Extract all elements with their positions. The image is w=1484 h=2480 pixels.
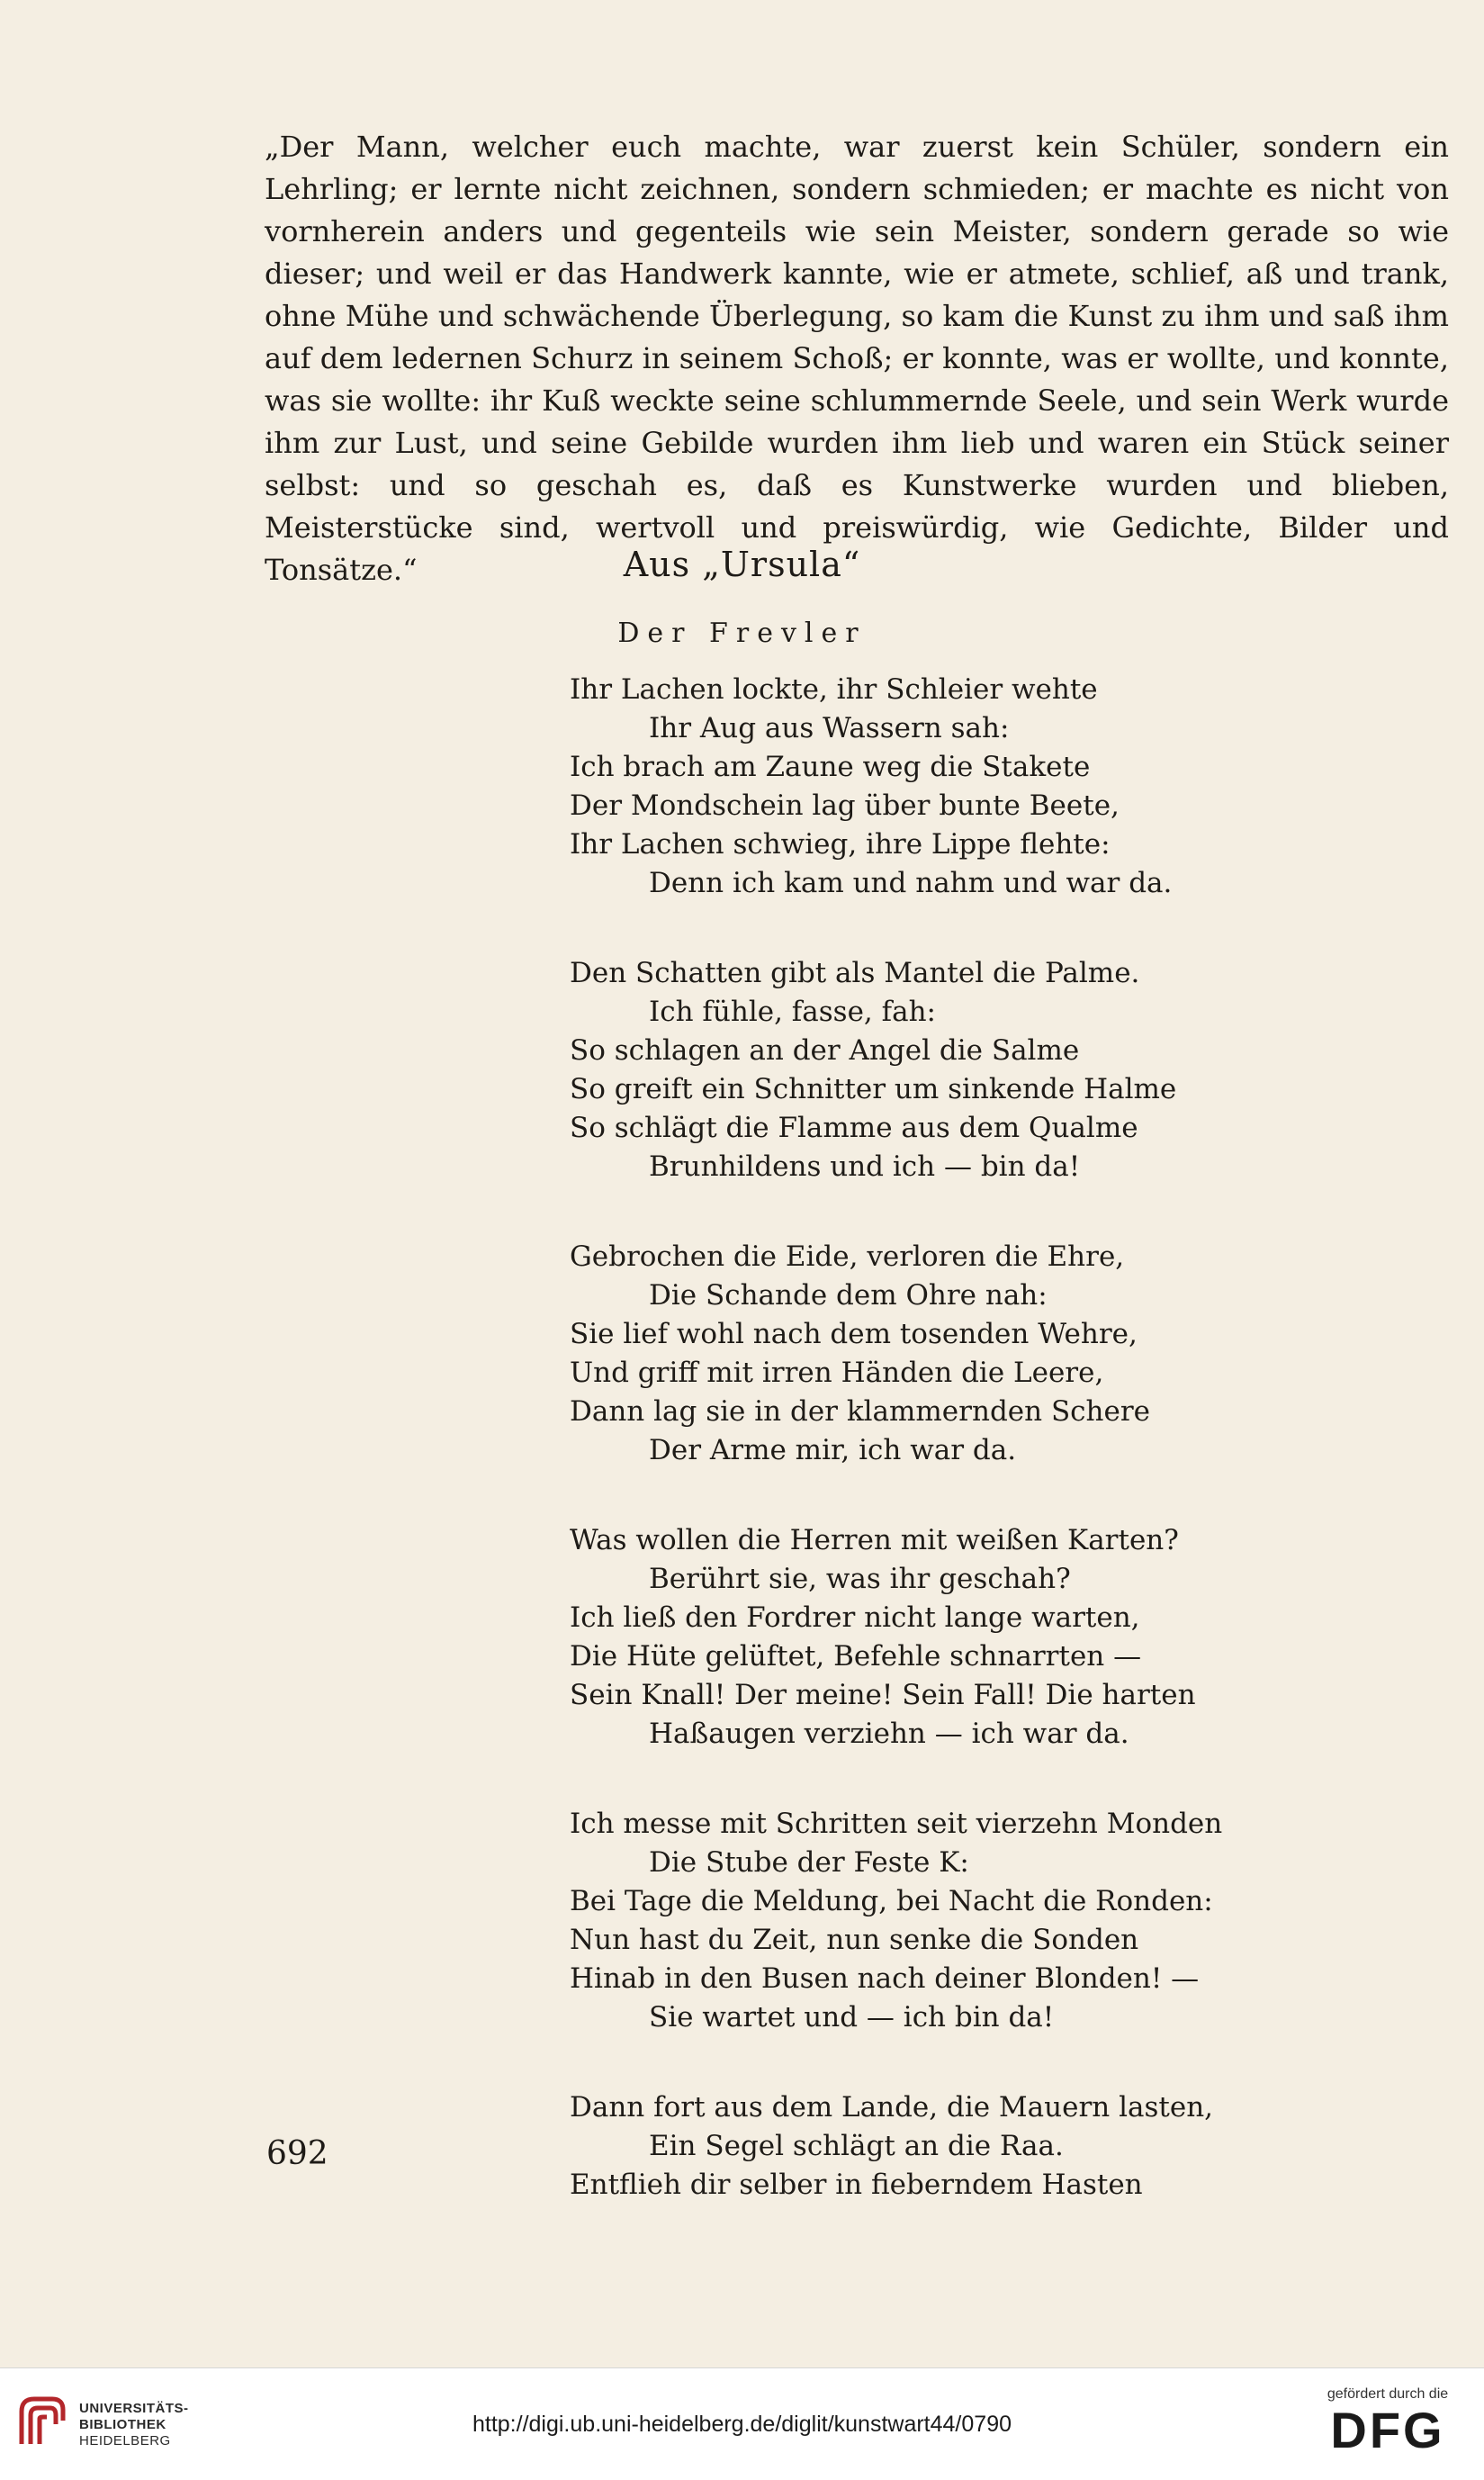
poem-line: So schlagen an der Angel die Salme — [570, 1034, 1080, 1067]
poem — [570, 671, 1380, 2205]
poem-line: Der Arme mir, ich war da. — [649, 1434, 1017, 1466]
poem-line: Dann fort aus dem Lande, die Mauern lasten, — [570, 2091, 1214, 2124]
poem-stanza — [570, 1238, 1380, 1470]
poem-line: Die Hüte gelüftet, Befehle schnarrten — — [570, 1640, 1142, 1673]
poem-line: Ich brach am Zaune weg die Stakete — [570, 751, 1091, 783]
poem-line: Gebrochen die Eide, verloren die Ehre, — [570, 1240, 1125, 1273]
poem-line: Sein Knall! Der meine! Sein Fall! Die harten — [570, 1679, 1196, 1711]
poem-line: Und griff mit irren Händen die Leere, — [570, 1357, 1104, 1389]
poem-line: Berührt sie, was ihr geschah? — [649, 1563, 1071, 1595]
poem-stanza — [570, 1805, 1380, 2037]
poem-stanza — [570, 1521, 1380, 1754]
poem-line: Ihr Lachen lockte, ihr Schleier wehte — [570, 673, 1098, 706]
institution-line: HEIDELBERG — [79, 2433, 171, 2448]
funding-notice — [1311, 2386, 1464, 2458]
poem-line: So schlägt die Flamme aus dem Qualme — [570, 1112, 1138, 1144]
poem-line: Sie wartet und — ich bin da! — [649, 2001, 1055, 2034]
poem-line: Entflieh dir selber in fieberndem Hasten — [570, 2169, 1143, 2201]
page-number: 692 — [266, 2135, 328, 2172]
funding-caption: gefördert durch die — [1327, 2386, 1449, 2402]
poem-line: Haßaugen verziehn — ich war da. — [649, 1718, 1129, 1750]
poem-line: Ihr Aug aus Wassern sah: — [649, 712, 1010, 744]
section-heading: Aus „Ursula“ — [623, 545, 861, 584]
poem-line: Ein Segel schlägt an die Raa. — [649, 2130, 1064, 2162]
poem-stanza — [570, 2088, 1380, 2205]
poem-line: Die Stube der Feste K: — [649, 1846, 969, 1879]
poem-line: Der Mondschein lag über bunte Beete, — [570, 789, 1120, 822]
poem-line: Den Schatten gibt als Mantel die Palme. — [570, 957, 1140, 989]
poem-line: Hinab in den Busen nach deiner Blonden! — — [570, 1962, 1200, 1995]
poem-line: Ich ließ den Fordrer nicht lange warten, — [570, 1601, 1140, 1634]
prose-text: „Der Mann, welcher euch machte, war zuerst kein Schüler, sondern ein Lehrling; er lernte nicht zeichnen, sondern schmieden; er machte es nicht von vornherein anders und gegenteils wie sein Meister, sondern gerade so wie dieser; und weil er das Handwerk kannte, wie er atmete, schlief, aß und trank, ohne Mühe und schwächende Überlegung, so kam die Kunst zu ihm und saß ihm auf dem ledernen Schurz in seinem Schoß; er konnte, was er wollte, und konnte, was sie wollte: ihr Kuß weckte seine schlummernde Seele, und sein Werk wurde ihm zur Lust, und seine Gebilde wurden ihm lieb und waren ein Stück seiner selbst: und so geschah es, daß es Kunstwerke wurden und blieben, Meisterstücke sind, wertvoll und preiswürdig, wie Gedichte, Bilder und Tonsätze.“ — [265, 130, 1449, 587]
poem-stanza — [570, 954, 1380, 1186]
institution-line: BIBLIOTHEK — [79, 2417, 166, 2432]
poem-line: Sie lief wohl nach dem tosenden Wehre, — [570, 1318, 1138, 1350]
poem-line: Ich fühle, fasse, fah: — [649, 996, 936, 1028]
poem-stanza — [570, 671, 1380, 903]
footer-bar — [0, 2367, 1484, 2480]
dfg-logo[interactable]: DFG — [1330, 2402, 1445, 2458]
poem-line: Dann lag sie in der klammernden Schere — [570, 1395, 1151, 1428]
poem-title: Der Frevler — [617, 618, 867, 649]
poem-line: Die Schande dem Ohre nah: — [649, 1279, 1048, 1312]
poem-line: So greift ein Schnitter um sinkende Halme — [570, 1073, 1177, 1105]
poem-line: Ich messe mit Schritten seit vierzehn Monden — [570, 1808, 1223, 1840]
prose-paragraph — [265, 126, 1449, 591]
poem-line: Brunhildens und ich — bin da! — [649, 1150, 1081, 1183]
source-url-link[interactable]: http://digi.ub.uni-heidelberg.de/diglit/kunstwart44/0790 — [472, 2412, 1012, 2437]
poem-line: Ihr Lachen schwieg, ihre Lippe flehte: — [570, 828, 1111, 861]
poem-line: Was wollen die Herren mit weißen Karten? — [570, 1524, 1179, 1556]
poem-line: Nun hast du Zeit, nun senke die Sonden — [570, 1924, 1139, 1956]
institution-line: UNIVERSITÄTS- — [79, 2401, 189, 2416]
poem-line: Denn ich kam und nahm und war da. — [649, 867, 1173, 899]
poem-line: Bei Tage die Meldung, bei Nacht die Ronden: — [570, 1885, 1213, 1917]
